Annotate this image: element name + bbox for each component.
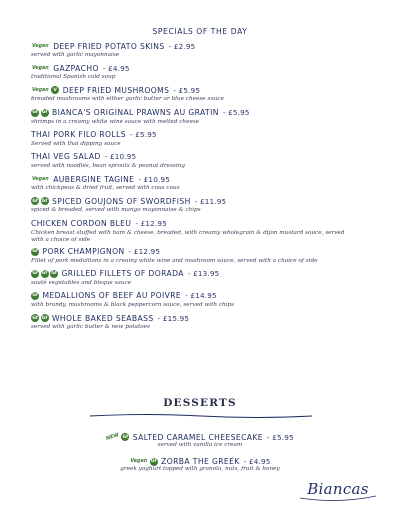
special-item [31,129,396,151]
special-item-price: - £5.95 [173,85,201,95]
special-item [31,268,396,290]
special-item-price: - £15.95 [157,313,190,323]
dessert-item-line [129,457,270,466]
gluten-free-icon: Gf [32,110,38,116]
special-item-description: with brandy, mushrooms & black peppercorn sauce, served with chips [31,301,235,308]
special-item-name: GAZPACHO [53,63,99,73]
special-item [31,62,396,84]
gluten-free-icon: Gf [32,271,38,277]
gluten-free-icon: Gf [32,315,38,321]
special-item-name: PORK CHAMPIGNON [42,247,125,256]
special-item-name: DEEP FRIED MUSHROOMS [62,85,170,95]
special-item-description: breaded mushrooms with either garlic butter or blue cheese sauce [31,96,224,103]
dessert-item-name: SALTED CARAMEL CHEESECAKE [132,432,263,442]
special-item-name: DEEP FRIED POTATO SKINS [53,41,165,51]
special-item-description: served with noodles, bean sprouts & peanut dressing [31,162,185,169]
special-item-name: SPICED GOUJONS OF SWORDFISH [52,196,191,206]
dietary-badges [31,109,50,117]
special-item-line [31,268,396,280]
dessert-item-line [106,433,294,442]
special-item-line [31,218,396,230]
special-item [31,218,396,246]
special-item-description: sauté vegetables and bisque sauce [31,279,132,286]
special-item-description: served with garlic butter & new potatoes [31,324,150,331]
gluten-free-icon: Gf [122,434,129,440]
special-item [31,195,396,217]
special-item-description: with chickpeas & dried fruit, served with cous cous [31,185,180,192]
vegan-icon: Vegan [32,87,49,93]
gluten-free-icon: Gf [41,110,48,116]
special-item-price: - £5.95 [129,130,157,140]
dietary-badges [31,314,50,322]
special-item [31,151,396,173]
dietary-badges [31,42,51,50]
dessert-item-description: greek yoghurt topped with granola, nuts, fruit & honey [120,466,280,472]
special-item-description: traditional Spanish cold soup [31,74,116,81]
special-item-description: Fillet of pork medallions in a creamy white wine and mushroom sauce, served with a choice of side [31,257,318,264]
special-item-price: - £13.95 [187,269,220,279]
dietary-badges [31,197,50,205]
special-item-price: - £2.95 [168,41,196,51]
dessert-item [0,447,400,473]
special-item [31,84,396,106]
special-item [31,40,396,62]
special-item-name: WHOLE BAKED SEABASS [52,313,154,323]
special-item-line [31,107,396,119]
special-item-price: - £10.95 [138,174,171,184]
special-item [31,107,396,129]
special-item-line [31,62,396,74]
dessert-item-name: ZORBA THE GREEK [161,457,240,466]
special-item [31,246,396,268]
special-item-line [31,312,396,324]
dietary-badges [31,270,60,278]
biancas-logo [296,478,380,504]
special-item-price: - £12.95 [135,219,167,228]
dietary-badges [31,175,51,183]
special-item-name: THAI VEG SALAD [31,152,101,162]
dietary-badges [106,433,131,441]
gluten-free-icon: Gf [32,293,38,299]
gluten-free-icon: Gf [32,249,38,254]
special-item-price: - £4.95 [102,63,130,73]
gluten-free-icon: Gf [150,459,157,464]
dietary-badges [31,248,41,256]
special-item-line [31,173,396,185]
special-item-line [31,246,396,258]
special-item-description: Served with thai dipping sauce [31,140,121,147]
special-item-line [31,40,396,52]
dessert-item-description: served with vanilla ice cream [157,442,243,448]
vegetarian-icon: V [51,86,59,94]
gluten-free-icon: Gf [32,198,38,204]
dessert-item [0,423,400,449]
dietary-badges [31,292,41,300]
special-item-price: - £12.95 [128,247,161,256]
special-item-line [31,84,396,96]
special-item-name: MEDALLIONS OF BEEF AU POIVRE [42,291,182,301]
special-item-name: THAI PORK FILO ROLLS [31,130,126,140]
vegan-icon: Vegan [130,459,148,464]
gluten-free-icon: Gf [51,271,57,277]
specials-list [31,40,396,334]
special-item-name: BIANCA'S ORIGINAL PRAWNS AU GRATIN [52,108,219,118]
special-item-line [31,290,396,302]
gluten-free-icon: Gf [41,315,48,321]
dessert-item-price: - £4.95 [243,457,271,466]
logo-text: Biancas [307,480,369,498]
gluten-free-icon: Gf [41,271,48,277]
dessert-item-price: - £5.95 [266,432,294,442]
special-item-line [31,129,396,141]
special-item [31,290,396,312]
special-item-line [31,195,396,207]
special-item-name: CHICKEN CORDON BLEU [31,219,132,228]
special-item-price: - £14.95 [185,291,217,301]
special-item-price: - £10.95 [104,152,137,162]
vegan-icon: Vegan [32,43,49,49]
dietary-badges [31,64,51,72]
page-title: SPECIALS OF THE DAY [152,27,248,36]
dietary-badges [31,86,61,94]
vegan-icon: Vegan [32,176,49,182]
special-item [31,173,396,195]
special-item-name: GRILLED FILLETS OF DORADA [61,269,184,279]
special-item [31,312,396,334]
desserts-divider [88,413,314,419]
dietary-badges [129,458,159,466]
special-item-price: - £11.95 [194,196,227,206]
special-item-description: Chicken breast stuffed with ham & cheese, breaded, with creamy wholegrain & dijon mustard sauce, served with a choice of side [31,229,345,243]
gluten-free-icon: Gf [41,198,48,204]
special-item-price: - £5.95 [222,108,250,118]
special-item-description: served with garlic mayonnaise [31,52,120,58]
desserts-title: DESSERTS [163,397,237,409]
special-item-name: AUBERGINE TAGINE [53,174,135,184]
vegan-icon: Vegan [32,65,49,71]
special-item-line [31,151,396,163]
special-item-description: shrimps in a creamy white wine sauce with melted cheese [31,118,200,125]
special-item-description: spiced & breaded, served with mango mayonnaise & chips [31,207,201,214]
new-icon: NEW [105,432,120,442]
